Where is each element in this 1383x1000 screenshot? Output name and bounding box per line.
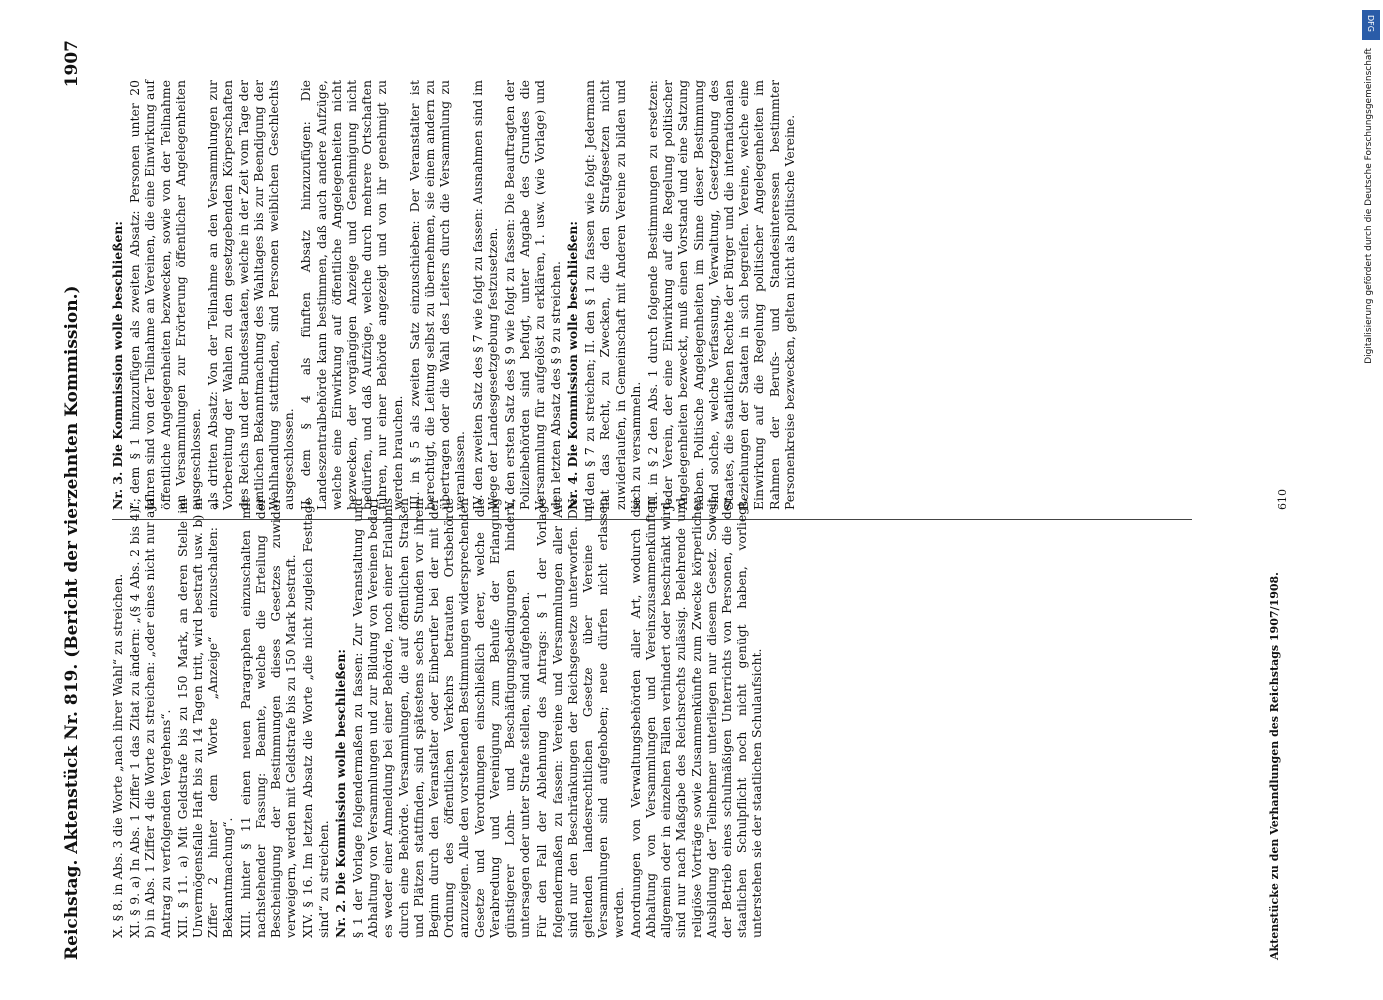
paragraph: V. den ersten Satz des § 9 wie folgt zu fassen: Die Beauftragten der Polizeibehörden sind befugt, unter Angabe des Grundes die Versammlung für aufgelöst zu erklären, 1. usw. (wie Vorlage) und den letzten Absatz des § 9 zu streichen. bbox=[502, 80, 563, 510]
paragraph: als dritten Absatz: Von der Teilnahme an den Versammlungen zur Vorbereitung der Wahlen zu den gesetzgebenden Körperschaften des Reichs und der Bundesstaaten, welche in der Zeit vom Tage der amtlichen Bekanntmachung des Wahltages bis zur Beendigung der Wahlhandlung stattfinden, sind Personen weiblichen Geschlechts ausgeschlossen. bbox=[205, 80, 297, 510]
paragraph: I. den § 7 zu streichen; II. den § 1 zu fassen wie folgt: Jedermann hat das Recht, zu Zwecken, die den Strafgesetzen nicht zuwiderlaufen, in Gemeinschaft mit Anderen Vereine zu bilden und sich zu versammeln. bbox=[582, 80, 643, 510]
page-footer: Aktenstücke zu den Verhandlungen des Reichstags 1907/1908. bbox=[1268, 572, 1281, 960]
paragraph: III. in § 5 als zweiten Satz einzuschieben: Der Veranstalter ist berechtigt, die Leitung selbst zu übernehmen, sie einem andern zu übertragen oder die Wahl des Leiters durch die Versammlung zu veranlassen. bbox=[406, 80, 468, 510]
section-heading: Nr. 3. Die Kommission wolle beschließen: bbox=[110, 221, 125, 510]
dfg-sidebar bbox=[1362, 10, 1380, 990]
section-heading: Nr. 4. Die Kommission wolle beschließen: bbox=[564, 221, 580, 510]
amendment-item: X. § 8. in Abs. 3 die Worte „nach ihrer Wahl“ zu streichen. bbox=[110, 573, 125, 938]
paragraph: Anordnungen von Verwaltungsbehörden aller Art, wodurch die Abhaltung von Versammlungen und Vereinszusammenkünften allgemein oder in einzelnen Fällen verhindert oder beschränkt wird, sind nur nach Maßgabe des Reichsrechts zulässig. Belehrende und religiöse Vorträge sowie Zusammenkünfte zum Zwecke körperlicher Ausbildung der Teilnehmer unterliegen nur diesem Gesetz. Soweit der Betrieb eines schulmäßigen Unterrichts von Personen, die der staatlichen Schulpflicht noch nicht genügt haben, vorliegt, unterstehen sie der staatlichen Schulaufsicht. bbox=[627, 498, 765, 938]
paragraph: III. in § 2 den Abs. 1 durch folgende Bestimmungen zu ersetzen: Jeder Verein, der eine Einwirkung auf die Regelung politischer Angelegenheiten bezweckt, muß einen Vorstand und eine Satzung haben. Politische Angelegenheiten im Sinne dieser Bestimmung sind solche, welche Verfassung, Verwaltung, Gesetzgebung des Staates, die staatlichen Rechte der Bürger und die internationalen Beziehungen der Staaten in sich begreifen. Vereine, welche eine Einwirkung auf die Regelung politischer Angelegenheiten im Rahmen der Berufs- und Standesinteressen bestimmter Personenkreise bezwecken, gelten nicht als politische Vereine. bbox=[644, 80, 797, 510]
paragraph: § 1 der Vorlage folgendermaßen zu fassen: Zur Veranstaltung und Abhaltung von Versammlungen und zur Bildung von Vereinen bedarf es weder einer Anmeldung bei einer Behörde, noch einer Erlaubnis durch eine Behörde. Versammlungen, die auf öffentlichen Straßen und Plätzen stattfinden, sind spätestens sechs Stunden vor ihrem Beginn durch den Veranstalter oder Einberufer bei der mit der Ordnung des öffentlichen Verkehrs betrauten Ortsbehörde anzuzeigen. Alle den vorstehenden Bestimmungen widersprechenden Gesetze und Verordnungen einschließlich derer, welche die Verabredung und Vereinigung zum Behufe der Erlangung günstigerer Lohn- und Beschäftigungsbedingungen hindern, untersagen oder unter Strafe stellen, sind aufgehoben. bbox=[350, 498, 533, 938]
amendment-item: XI. § 9. a) In Abs. 1 Ziffer 1 das Zitat zu ändern: „(§ 4 Abs. 2 bis 4)“; b) in Abs. 1 Ziffer 4 die Worte zu streichen: „oder eines nicht nur auf Antrag zu verfolgenden Vergehens“. bbox=[127, 498, 173, 938]
paragraph: I. dem § 1 hinzuzufügen als zweiten Absatz: Personen unter 20 Jahren sind von der Teilnahme an Vereinen, die eine Einwirkung auf öffentliche Angelegenheiten bezwecken, sowie von der Teilnahme an Versammlungen zur Erörterung öffentlicher Angelegenheiten ausgeschlossen. bbox=[127, 80, 204, 510]
dfg-logo-text: DFG bbox=[1366, 15, 1375, 32]
page-header bbox=[62, 40, 92, 960]
header-year: 1907 bbox=[62, 40, 82, 88]
paragraph: IV. den zweiten Satz des § 7 wie folgt zu fassen: Ausnahmen sind im Wege der Landesgesetzgebung festzusetzen. bbox=[469, 80, 500, 510]
amendment-item: XII. § 11. a) Mit Geldstrafe bis zu 150 Mark, an deren Stelle im Unvermögensfalle Haft bis zu 14 Tagen tritt, wird bestraft usw. b) in Ziffer 2 hinter dem Worte „Anzeige“ einzuschalten: „, Bekanntmachung“. bbox=[174, 498, 236, 938]
header-title: Reichstag. Aktenstück Nr. 819. (Bericht der vierzehnten Kommission.) bbox=[62, 285, 82, 960]
page-number: 610 bbox=[1276, 489, 1289, 510]
dfg-logo bbox=[1362, 10, 1380, 40]
left-column bbox=[110, 498, 1190, 938]
amendment-item: XIV. § 16. Im letzten Absatz die Worte „die nicht zugleich Festtage sind“ zu streichen. bbox=[300, 498, 331, 938]
amendment-item: XIII. hinter § 11 einen neuen Paragraphen einzuschalten mit nachstehender Fassung: Beamte, welche die Erteilung der Bescheinigung der Bestimmungen dieses Gesetzes zuwider verweigern, werden mit Geldstrafe bis zu 150 Mark bestraft. bbox=[237, 498, 299, 938]
right-column bbox=[110, 80, 1190, 510]
dfg-funding-note: Digitalisierung gefördert durch die Deutsche Forschungsgemeinschaft bbox=[1364, 48, 1374, 364]
paragraph: II. dem § 4 als fünften Absatz hinzuzufügen: Die Landeszentralbehörde kann bestimmen, daß auch andere Aufzüge, welche eine Einwirkung auf öffentliche Angelegenheiten nicht bezwecken, der vorgängigen Anzeige und Genehmigung nicht bedürfen, und daß Aufzüge, welche durch mehrere Ortschaften führen, nur einer Behörde angezeigt und von ihr genehmigt zu werden brauchen. bbox=[298, 80, 405, 510]
paragraph: Für den Fall der Ablehnung des Antrags: § 1 der Vorlage folgendermaßen zu fassen: Vereine und Versammlungen aller Art sind nur den Beschränkungen der Reichsgesetze unterworfen. Die geltenden landesrechtlichen Gesetze über Vereine und Versammlungen sind aufgehoben; neue dürfen nicht erlassen werden. bbox=[534, 498, 626, 938]
section-heading: Nr. 2. Die Kommission wolle beschließen: bbox=[332, 649, 348, 938]
